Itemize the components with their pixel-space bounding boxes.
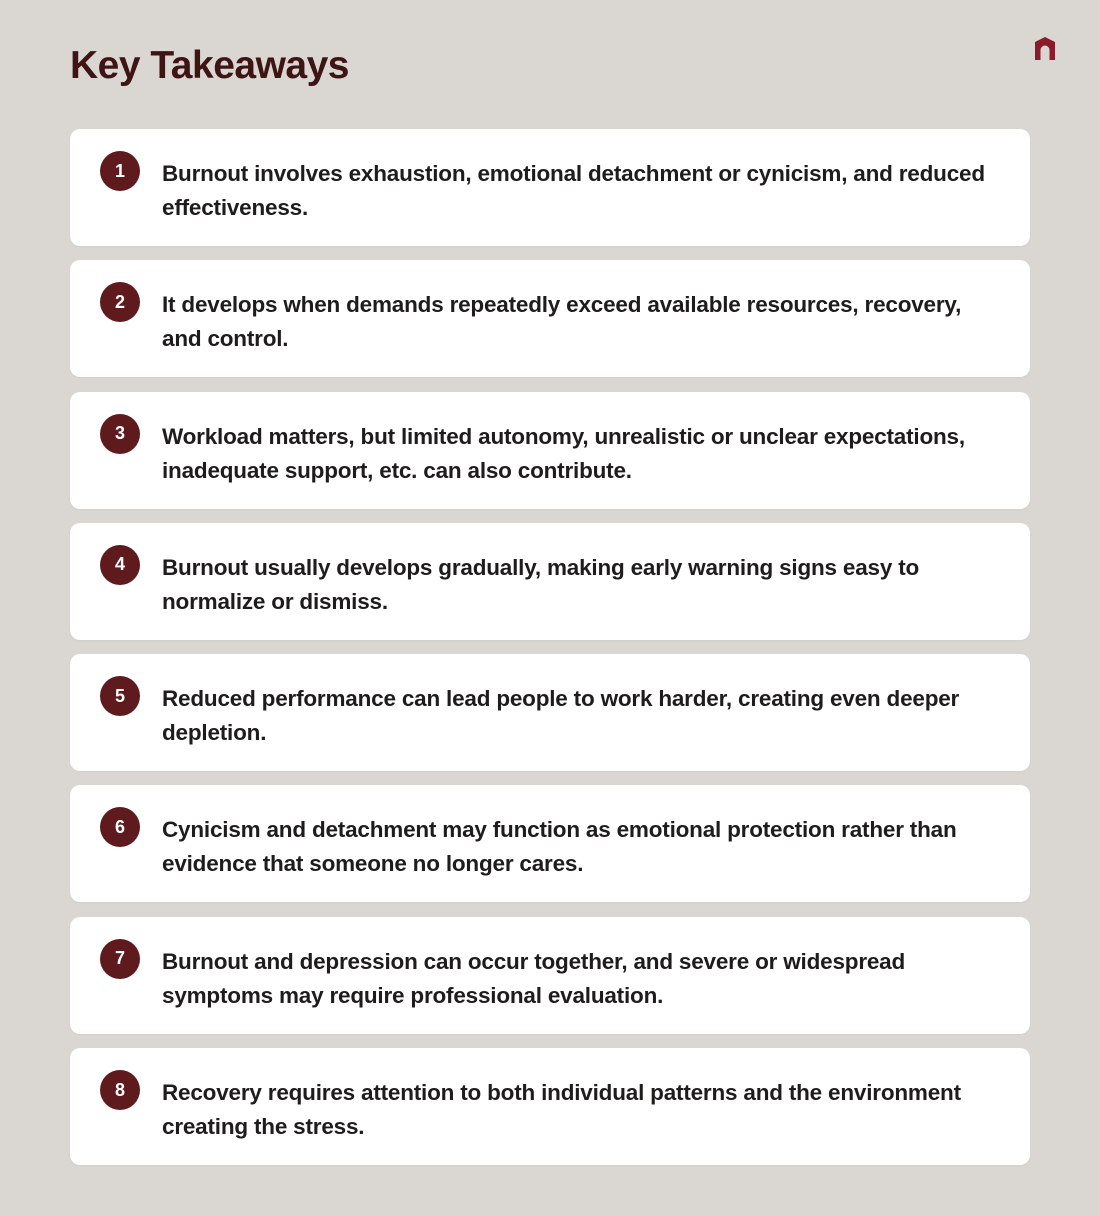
takeaway-text: Cynicism and detachment may function as emotional protection rather than evidence that someone no longer cares. — [162, 817, 957, 877]
takeaway-card — [70, 785, 1030, 902]
number-badge: 4 — [100, 545, 140, 585]
takeaway-text: Burnout and depression can occur together, and severe or widespread symptoms may require professional evaluation. — [162, 948, 906, 1008]
takeaway-card — [70, 523, 1030, 640]
takeaway-card — [70, 654, 1030, 771]
number-badge: 1 — [100, 151, 140, 191]
takeaways-list — [70, 129, 1030, 1179]
takeaway-card — [70, 917, 1030, 1034]
takeaway-text: Reduced performance can lead people to work harder, creating even deeper depletion. — [162, 686, 960, 746]
takeaway-text: Burnout usually develops gradually, making early warning signs easy to normalize or dismiss. — [162, 554, 920, 614]
number-badge: 7 — [100, 939, 140, 979]
takeaway-card — [70, 129, 1030, 246]
number-badge: 2 — [100, 282, 140, 322]
takeaway-text: It develops when demands repeatedly exceed available resources, recovery, and control. — [162, 292, 962, 352]
number-badge: 8 — [100, 1070, 140, 1110]
takeaway-card — [70, 1048, 1030, 1165]
takeaway-text: Recovery requires attention to both individual patterns and the environment creating the stress. — [162, 1080, 961, 1140]
shield-arch-icon — [1033, 36, 1057, 62]
number-badge: 6 — [100, 807, 140, 847]
takeaway-card — [70, 392, 1030, 509]
takeaway-text: Burnout involves exhaustion, emotional detachment or cynicism, and reduced effectiveness. — [162, 161, 985, 220]
number-badge: 3 — [100, 414, 140, 454]
page-title: Key Takeaways — [70, 44, 349, 87]
number-badge: 5 — [100, 676, 140, 716]
takeaway-text: Workload matters, but limited autonomy, unrealistic or unclear expectations, inadequate support, etc. can also contribute. — [162, 423, 965, 483]
takeaway-card — [70, 260, 1030, 377]
